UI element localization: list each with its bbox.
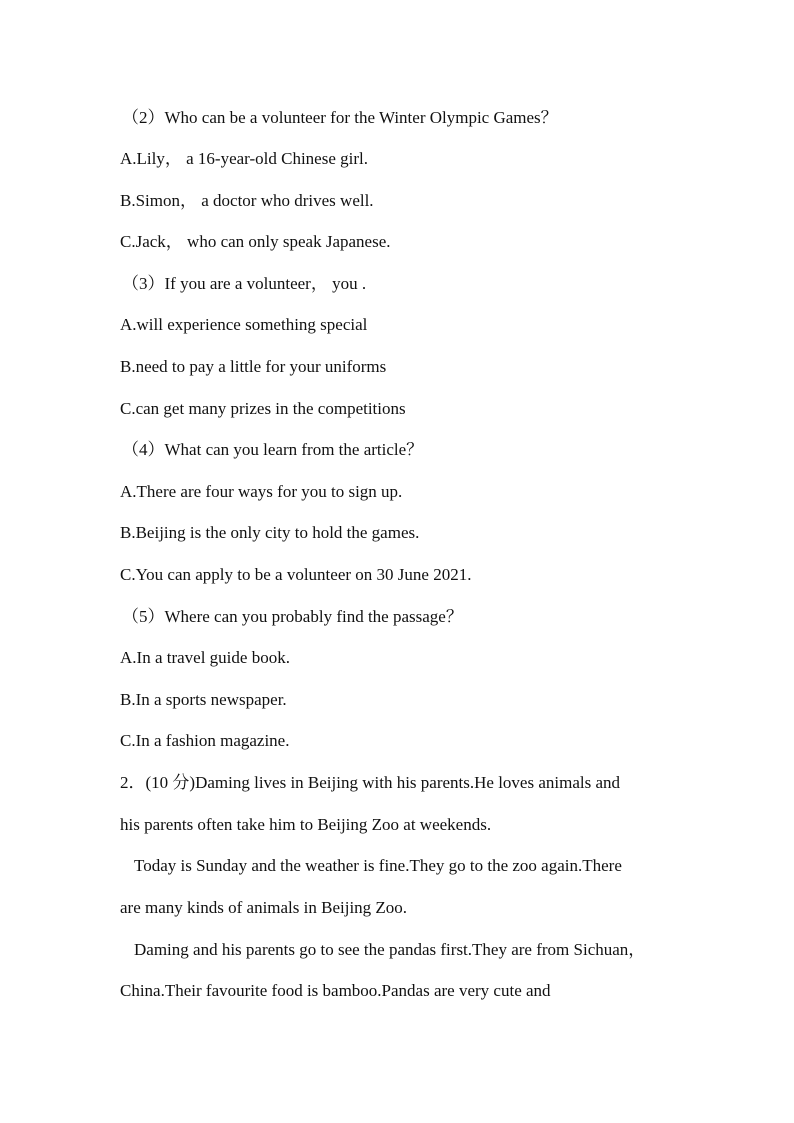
question-4-option-c: C.You can apply to be a volunteer on 30 June 2021. [120,565,472,584]
passage-2-line-3: Today is Sunday and the weather is fine.They go to the zoo again.There [134,856,622,875]
passage-2-line-1: 2．(10 分)Daming lives in Beijing with his parents.He loves animals and [120,773,621,792]
passage-2-line-6: China.Their favourite food is bamboo.Pandas are very cute and [120,981,551,1000]
question-2-stem: （2）Who can be a volunteer for the Winter Olympic Games？ [122,108,558,127]
question-5-stem: （5）Where can you probably find the passage？ [122,607,463,626]
passage-2-line-4: are many kinds of animals in Beijing Zoo. [120,898,408,917]
question-3-option-c: C.can get many prizes in the competitions [120,399,406,418]
question-3-option-a: A.will experience something special [120,315,368,334]
question-5-option-b: B.In a sports newspaper. [120,690,287,709]
question-3-option-b: B.need to pay a little for your uniforms [120,357,387,376]
question-4-stem: （4）What can you learn from the article？ [122,440,424,459]
question-3-stem: （3）If you are a volunteer， you . [122,274,367,293]
question-5-option-a: A.In a travel guide book. [120,648,290,667]
question-4-option-a: A.There are four ways for you to sign up. [120,482,403,501]
passage-2-line-5: Daming and his parents go to see the pandas first.They are from Sichuan， [134,940,646,959]
question-2-option-a: A.Lily， a 16-year-old Chinese girl. [120,149,368,168]
question-2-option-b: B.Simon， a doctor who drives well. [120,191,374,210]
question-2-option-c: C.Jack， who can only speak Japanese. [120,232,391,251]
question-4-option-b: B.Beijing is the only city to hold the games. [120,523,420,542]
question-5-option-c: C.In a fashion magazine. [120,731,290,750]
passage-2-line-2: his parents often take him to Beijing Zoo at weekends. [120,815,492,834]
